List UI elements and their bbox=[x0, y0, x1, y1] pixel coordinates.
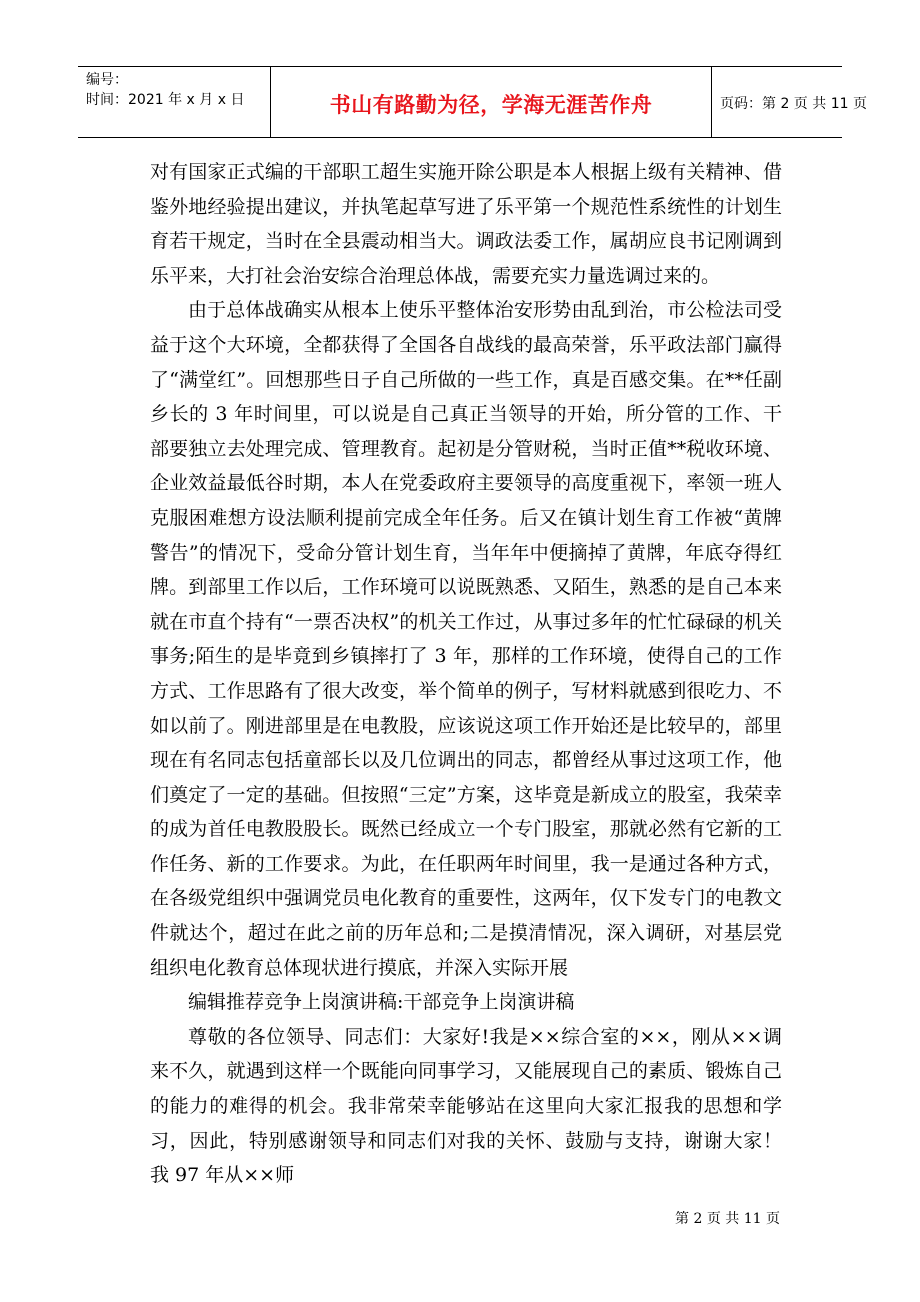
page-header bbox=[78, 66, 867, 138]
header-page-info: 页码：第 2 页 共 11 页 bbox=[720, 96, 867, 112]
paragraph-1: 对有国家正式编的干部职工超生实施开除公职是本人根据上级有关精神、借鉴外地经验提出建议，并执笔起草写进了乐平第一个规范性系统性的计划生育若干规定，当时在全县震动相当大。调政法委工作，属胡应良书记刚调到乐平来，大打社会治安综合治理总体战，需要充实力量选调过来的。 bbox=[150, 161, 782, 287]
motto-text: 书山有路勤为径，学海无涯苦作舟 bbox=[329, 93, 653, 117]
document-body bbox=[150, 155, 782, 1193]
section-heading: 编辑推荐竞争上岗演讲稿:干部竞争上岗演讲稿 bbox=[188, 991, 575, 1014]
paragraph-2: 由于总体战确实从根本上使乐平整体治安形势由乱到治，市公检法司受益于这个大环境，全都获得了全国各自战线的最高荣誉，乐平政法部门赢得了“满堂红”。回想那些日子自己所做的一些工作，真是百感交集。在**任副乡长的 3 年时间里，可以说是自己真正当领导的开始，所分管的工作、干部要独立去处理完成、管理教育。起初是分管财税，当时正值**税收环境、企业效益最低谷时期，本人在党委政府主要领导的高度重视下，率领一班人克服困难想方设法顺利提前完成全年任务。后又在镇计划生育工作被“黄牌警告”的情况下，受命分管计划生育，当年年中便摘掉了黄牌，年底夺得红牌。到部里工作以后，工作环境可以说既熟悉、又陌生，熟悉的是自己本来就在市直个持有“一票否决权”的机关工作过，从事过多年的忙忙碌碌的机关事务;陌生的是毕竟到乡镇摔打了 3 年，那样的工作环境，使得自己的工作方式、工作思路有了很大改变，举个简单的例子，写材料就感到很吃力、不如以前了。刚进部里是在电教股，应该说这项工作开始还是比较早的，部里现在有名同志包括童部长以及几位调出的同志，都曾经从事过这项工作，他们奠定了一定的基础。但按照“三定”方案，这毕竟是新成立的股室，我荣幸的成为首任电教股股长。既然已经成立一个专门股室，那就必然有它新的工作任务、新的工作要求。为此，在任职两年时间里，我一是通过各种方式，在各级党组织中强调党员电化教育的重要性，这两年，仅下发专门的电教文件就达个，超过在此之前的历年总和;二是摸清情况，深入调研，对基层党组织电化教育总体现状进行摸底，并深入实际开展 bbox=[150, 299, 782, 979]
document-time-label: 时间：2021 年 x 月 x 日 bbox=[86, 92, 245, 108]
paragraph-3: 尊敬的各位领导、同志们：大家好!我是××综合室的××，刚从××调来不久，就遇到这样一个既能向同事学习，又能展现自己的素质、锻炼自己的能力的难得的机会。我非常荣幸能够站在这里向大家汇报我的思想和学习，因此，特别感谢领导和同志们对我的关怀、鼓励与支持，谢谢大家！ 我 97 年从××师 bbox=[150, 1025, 782, 1187]
page-footer: 第 2 页 共 11 页 bbox=[675, 1211, 780, 1227]
header-motto-cell bbox=[270, 67, 712, 137]
header-page-cell bbox=[712, 67, 867, 137]
document-number-label: 编号： bbox=[86, 72, 128, 88]
header-meta bbox=[78, 67, 270, 137]
